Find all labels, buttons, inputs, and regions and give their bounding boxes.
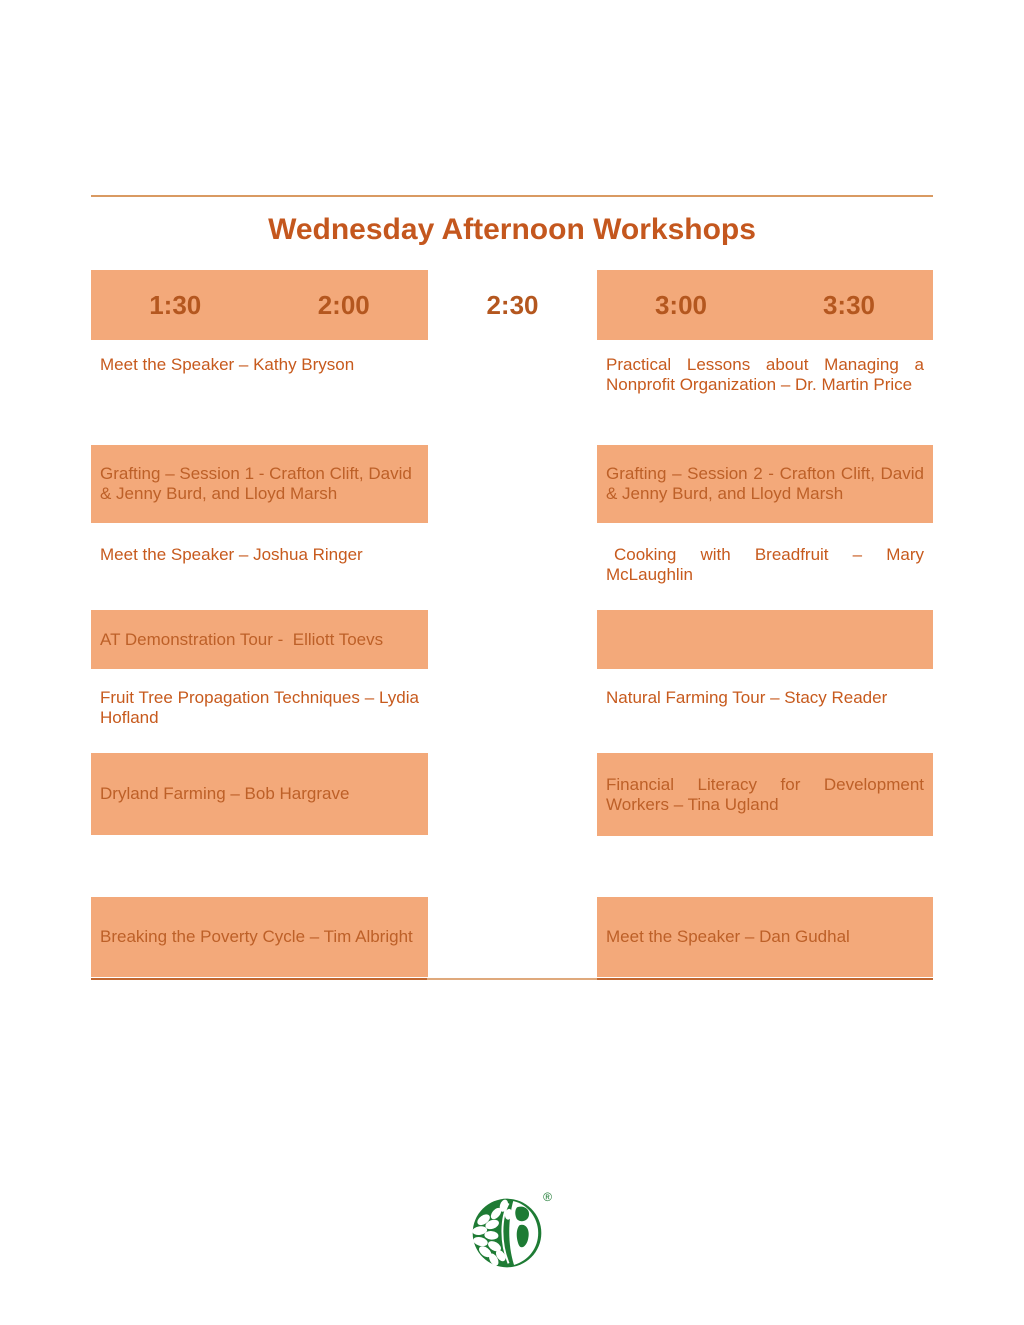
schedule-entry-natural-farming-tour [597,688,933,708]
time-header-left-block [91,270,428,340]
entry-label: Practical Lessons about Managing a Nonprofit Organization – Dr. Martin Price [606,355,924,394]
entry-label: Meet the Speaker – Dan Gudhal [606,927,850,946]
top-rule [91,195,933,197]
time-label-2-00: 2:00 [317,289,370,320]
bottom-rule [91,978,933,980]
time-label-3-00: 3:00 [654,289,708,320]
entry-label: Breaking the Poverty Cycle – Tim Albright [100,927,413,946]
time-header-right-block [597,270,933,340]
schedule-entry-dan-gudhal [597,897,933,977]
entry-label: Grafting – Session 2 - Crafton Clift, David & Jenny Burd, and Lloyd Marsh [606,464,924,503]
entry-label: Cooking with Breadfruit – Mary McLaughlin [606,545,924,584]
entry-label: Meet the Speaker – Joshua Ringer [100,545,363,564]
schedule-entry-breaking-poverty-cycle [91,897,428,977]
registered-trademark-symbol: ® [543,1190,552,1204]
leaf-globe-icon [468,1194,546,1272]
time-label-2-30: 2:30 [486,289,539,320]
schedule-entry-practical-lessons-nonprofit [597,355,933,395]
schedule-entry-grafting-session-2 [597,445,933,523]
entry-label: Meet the Speaker – Kathy Bryson [100,355,355,374]
time-label-3-30: 3:30 [822,289,876,320]
schedule-entry-financial-literacy [597,753,933,836]
time-label-1-30: 1:30 [149,289,202,320]
schedule-entry-kathy-bryson [91,355,428,375]
schedule-entry-at-demonstration-tour [91,610,428,669]
time-header-row [0,270,1024,340]
entry-label: Financial Literacy for Development Workers – Tina Ugland [606,774,924,814]
schedule-entry-cooking-breadfruit [597,545,933,585]
page-title: Wednesday Afternoon Workshops [268,213,756,246]
schedule-entry-empty-block [597,610,933,669]
schedule-entry-dryland-farming [91,753,428,835]
entry-label: Dryland Farming – Bob Hargrave [100,784,350,803]
schedule-entry-joshua-ringer [91,545,428,565]
time-header-middle-gap [428,270,597,340]
entry-label: Fruit Tree Propagation Techniques – Lydia Hofland [100,688,419,727]
entry-label: Grafting – Session 1 - Crafton Clift, David & Jenny Burd, and Lloyd Marsh [100,464,412,503]
echo-logo [466,1190,558,1276]
entry-label: AT Demonstration Tour - Elliott Toevs [100,629,384,649]
entry-label: Natural Farming Tour – Stacy Reader [606,688,888,707]
schedule-entry-grafting-session-1 [91,445,428,523]
schedule-entry-fruit-tree-propagation [91,688,428,728]
